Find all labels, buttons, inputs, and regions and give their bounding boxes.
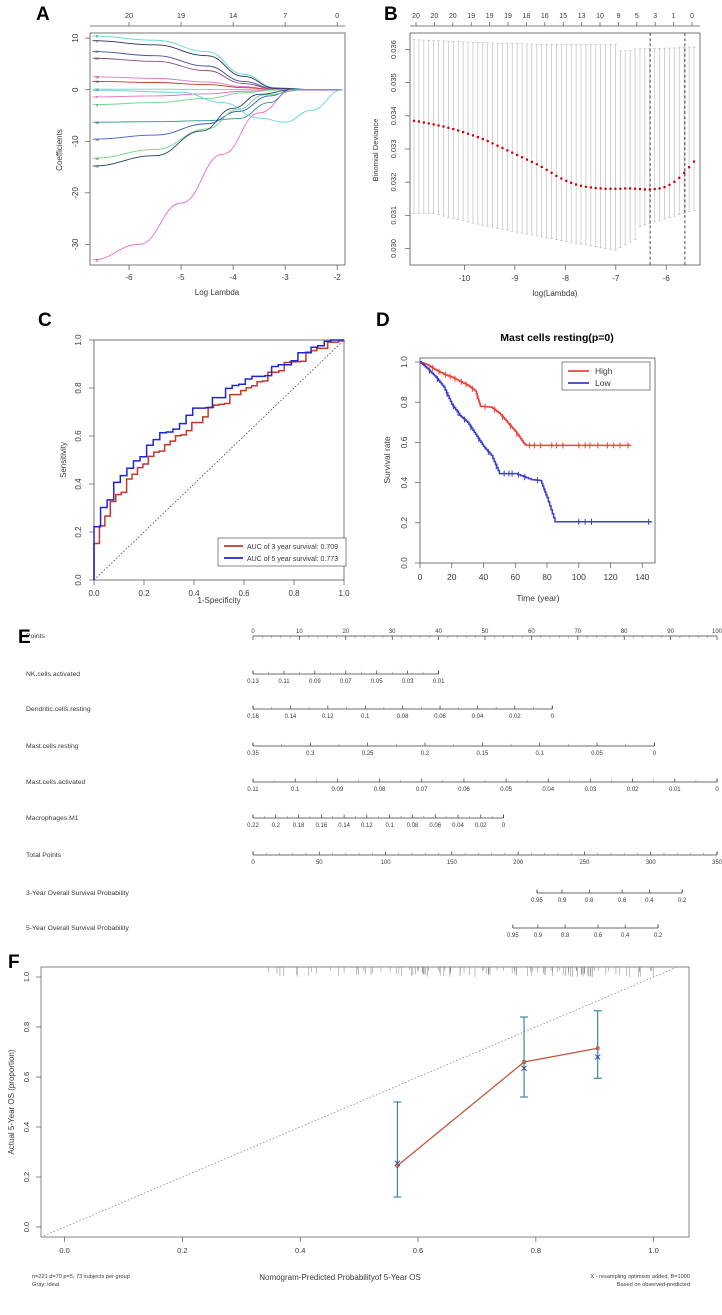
cv-point bbox=[467, 133, 469, 135]
tick-label: -20 bbox=[71, 187, 80, 199]
panel-d-legend-high: High bbox=[595, 366, 613, 376]
nomogram-tick-label: 20 bbox=[342, 629, 350, 635]
tick-label: 19 bbox=[504, 13, 512, 20]
tick-label: 19 bbox=[485, 13, 494, 20]
nomogram-tick-label: 60 bbox=[528, 629, 535, 635]
tick-label: 0.6 bbox=[412, 1246, 424, 1255]
nomogram-tick-label: 10 bbox=[296, 629, 303, 635]
panel-c-xlabel: 1-Specificity bbox=[197, 596, 241, 605]
nomogram-tick-label: 0.07 bbox=[339, 679, 352, 685]
nomogram-tick-label: 0.02 bbox=[626, 787, 639, 793]
curve-label: 19 bbox=[95, 75, 99, 80]
tick-label: 20 bbox=[448, 13, 457, 20]
tick-label: 0.8 bbox=[530, 1246, 542, 1255]
tick-label: 10 bbox=[71, 33, 80, 43]
tick-label: 0.4 bbox=[22, 1121, 31, 1133]
nomogram-tick-label: 350 bbox=[711, 860, 722, 866]
nomogram-tick-label: 200 bbox=[513, 860, 524, 866]
cv-point bbox=[501, 147, 503, 149]
cv-point bbox=[624, 187, 626, 189]
curve-label: 3 bbox=[96, 103, 98, 108]
nomogram-tick-label: 0.35 bbox=[247, 751, 259, 757]
tick-label: 0.0 bbox=[74, 574, 83, 586]
nomogram-tick-label: 0.1 bbox=[535, 751, 544, 757]
tick-label: -10 bbox=[71, 135, 80, 148]
cv-point bbox=[546, 169, 548, 171]
cv-point bbox=[550, 172, 552, 174]
tick-label: 13 bbox=[577, 13, 586, 20]
nomogram-tick-label: 0.05 bbox=[500, 787, 512, 793]
tick-label: 20 bbox=[412, 13, 420, 20]
tick-label: 0.0 bbox=[399, 557, 409, 569]
tick-label: 1.0 bbox=[399, 356, 409, 368]
nomogram-tick-label: 0.08 bbox=[406, 823, 419, 829]
tick-label: 20 bbox=[430, 13, 439, 20]
nomogram-tick-label: 0 bbox=[715, 787, 719, 793]
cv-point bbox=[688, 166, 690, 168]
nomogram-tick-label: 0.13 bbox=[247, 679, 259, 685]
cv-point bbox=[604, 188, 606, 190]
panel-a-label: A bbox=[36, 4, 50, 25]
nomogram-tick-label: 0 bbox=[251, 629, 255, 635]
tick-label: 3 bbox=[653, 13, 658, 20]
cv-point bbox=[541, 166, 543, 168]
panel-a-plot bbox=[0, 0, 362, 300]
nomogram-tick-label: 150 bbox=[446, 860, 457, 866]
cv-point bbox=[516, 154, 518, 156]
cv-point bbox=[560, 177, 562, 179]
nomogram-tick-label: 0.4 bbox=[645, 898, 654, 904]
panel-f-footnote-left-2: Gray: ideal bbox=[32, 1282, 60, 1288]
nomogram-tick-label: 50 bbox=[481, 629, 489, 635]
tick-label: 0.6 bbox=[22, 1071, 31, 1083]
cv-point bbox=[629, 187, 631, 189]
cv-point bbox=[575, 183, 577, 185]
tick-label: 0.2 bbox=[22, 1171, 31, 1183]
curve-label: 17 bbox=[95, 50, 99, 55]
curve-label: 7 bbox=[96, 95, 98, 100]
nomogram-tick-label: 0.09 bbox=[309, 679, 321, 685]
panel-f-plot bbox=[0, 950, 722, 1315]
tick-label: 19 bbox=[176, 11, 186, 20]
panel-b-label: B bbox=[384, 4, 398, 25]
tick-label: 0.0 bbox=[88, 589, 100, 598]
cv-point bbox=[659, 187, 661, 189]
tick-label: 1.0 bbox=[648, 1246, 659, 1255]
panel-c-legend-5yr: AUC of 5 year survival: 0.773 bbox=[247, 556, 339, 563]
nomogram-tick-label: 0.2 bbox=[678, 898, 687, 904]
nomogram-tick-label: 0.06 bbox=[429, 823, 442, 829]
cv-point bbox=[506, 149, 508, 151]
nomogram-tick-label: 0.1 bbox=[361, 714, 370, 720]
panel-a bbox=[0, 0, 362, 300]
nomogram-tick-label: 300 bbox=[645, 860, 656, 866]
panel-a-xlabel: Log Lambda bbox=[194, 288, 240, 297]
panel-f-footnote-right-2: Based on observed-predicted bbox=[616, 1282, 690, 1288]
tick-label: 0.8 bbox=[74, 382, 83, 394]
panel-d bbox=[362, 300, 722, 610]
nomogram-tick-label: 0.14 bbox=[284, 714, 297, 720]
nomogram-tick-label: 0.04 bbox=[471, 714, 484, 720]
nomogram-tick-label: 40 bbox=[435, 629, 442, 635]
tick-label: 0 bbox=[690, 13, 694, 20]
tick-label: 0.6 bbox=[74, 430, 83, 442]
nomogram-tick-label: 0.95 bbox=[506, 933, 519, 939]
tick-label: 15 bbox=[559, 13, 568, 20]
nomogram-tick-label: 0 bbox=[550, 714, 554, 720]
tick-label: 1.0 bbox=[22, 971, 31, 983]
panel-d-title: Mast cells resting(p=0) bbox=[500, 332, 614, 344]
nomogram-tick-label: 0.4 bbox=[621, 933, 630, 939]
nomogram-row-label: Mast.cells.resting bbox=[26, 743, 79, 750]
panel-f bbox=[0, 950, 722, 1315]
cv-point bbox=[668, 184, 670, 186]
cv-point bbox=[482, 138, 484, 140]
nomogram-tick-label: 50 bbox=[315, 860, 323, 866]
tick-label: 60 bbox=[510, 572, 521, 582]
calibration-curve bbox=[397, 1048, 597, 1166]
cv-point bbox=[580, 185, 582, 187]
ideal-line bbox=[44, 967, 677, 1236]
tick-label: -30 bbox=[71, 238, 80, 251]
nomogram-tick-label: 0.8 bbox=[560, 933, 570, 939]
tick-label: -6 bbox=[125, 273, 133, 282]
nomogram-tick-label: 0.01 bbox=[432, 679, 445, 685]
cv-point bbox=[673, 181, 675, 183]
nomogram-tick-label: 0.01 bbox=[668, 787, 681, 793]
cv-point bbox=[531, 161, 533, 163]
curve-label: 20 bbox=[95, 56, 99, 61]
curve-label: 10 bbox=[95, 156, 99, 161]
panel-d-ylabel: Survival rate bbox=[382, 436, 392, 484]
panel-e-nomogram bbox=[0, 610, 722, 950]
tick-label: 1 bbox=[671, 13, 676, 20]
nomogram-tick-label: 0.9 bbox=[557, 898, 567, 904]
nomogram-row-label: Points bbox=[26, 633, 45, 640]
nomogram-tick-label: 0.12 bbox=[361, 823, 373, 829]
cv-point bbox=[437, 124, 439, 126]
nomogram-tick-label: 0.25 bbox=[361, 751, 374, 757]
nomogram-tick-label: 0.12 bbox=[321, 714, 334, 720]
tick-label: 18 bbox=[522, 13, 531, 20]
nomogram-tick-label: 0.04 bbox=[452, 823, 464, 829]
cv-point bbox=[428, 122, 430, 124]
panel-b-plot bbox=[362, 0, 722, 300]
cv-point bbox=[663, 186, 665, 188]
lasso-path bbox=[93, 52, 343, 90]
nomogram-tick-label: 0.08 bbox=[396, 714, 409, 720]
cv-point bbox=[418, 120, 420, 122]
panel-b-ylabel: Binomial Deviance bbox=[371, 118, 380, 182]
cv-point bbox=[654, 188, 656, 190]
curve-label: 13 bbox=[95, 164, 99, 169]
panel-c-label: C bbox=[38, 310, 52, 331]
nomogram-tick-label: 0.8 bbox=[585, 898, 594, 904]
cv-point bbox=[442, 125, 444, 127]
tick-label: 80 bbox=[542, 572, 552, 582]
tick-label: 0.6 bbox=[238, 589, 250, 598]
nomogram-tick-label: 0.2 bbox=[271, 823, 280, 829]
tick-label: 0.031 bbox=[389, 205, 398, 225]
panel-d-legend-low: Low bbox=[595, 378, 611, 388]
nomogram-tick-label: 0.02 bbox=[509, 714, 521, 720]
tick-label: 20 bbox=[124, 11, 134, 20]
panel-f-xlabel: Nomogram-Predicted Probabilityof 5-Year OS bbox=[259, 1273, 421, 1282]
nomogram-tick-label: 0 bbox=[652, 751, 657, 757]
cv-point bbox=[423, 121, 425, 123]
tick-label: 0 bbox=[335, 11, 340, 20]
tick-label: -6 bbox=[662, 274, 670, 283]
nomogram-tick-label: 0.07 bbox=[415, 787, 428, 793]
nomogram-tick-label: 0 bbox=[501, 823, 506, 829]
cv-point bbox=[639, 188, 641, 190]
curve-label: 6 bbox=[96, 39, 98, 44]
nomogram-tick-label: 0.1 bbox=[385, 823, 394, 829]
tick-label: 20 bbox=[447, 572, 457, 582]
nomogram-tick-label: 0 bbox=[251, 860, 255, 866]
tick-label: 0.2 bbox=[74, 526, 83, 538]
curve-label: 18 bbox=[95, 137, 99, 142]
panel-c-legend-3yr: AUC of 3 year survival: 0.709 bbox=[247, 544, 339, 551]
panel-c-legend bbox=[218, 538, 346, 566]
lasso-path bbox=[93, 77, 343, 90]
tick-label: 0.0 bbox=[59, 1246, 70, 1255]
nomogram-row-label: Total Points bbox=[26, 852, 62, 859]
nomogram-row-label: NK.cells.activated bbox=[26, 671, 81, 678]
nomogram-tick-label: 100 bbox=[711, 629, 722, 635]
nomogram-tick-label: 70 bbox=[574, 629, 582, 635]
nomogram-tick-label: 0.05 bbox=[370, 679, 383, 685]
panel-c-ylabel: Sensitivity bbox=[59, 441, 68, 479]
nomogram-tick-label: 0.6 bbox=[617, 898, 627, 904]
cv-point bbox=[590, 186, 592, 188]
tick-label: -9 bbox=[511, 274, 519, 283]
tick-label: -7 bbox=[612, 274, 620, 283]
curve-label: 5 bbox=[96, 34, 98, 39]
tick-label: -10 bbox=[458, 274, 471, 283]
tick-label: 0.035 bbox=[389, 73, 398, 93]
tick-label: -4 bbox=[229, 273, 237, 282]
lasso-path bbox=[93, 87, 343, 166]
cv-point bbox=[678, 177, 680, 179]
nomogram-row-label: 3-Year Overall Survival Probability bbox=[26, 890, 129, 897]
tick-label: 0.036 bbox=[389, 40, 398, 59]
nomogram-tick-label: 0.2 bbox=[653, 933, 663, 939]
nomogram-tick-label: 0.18 bbox=[292, 823, 305, 829]
nomogram-row-label: Dendritic.cells.resting bbox=[26, 706, 91, 713]
tick-label: 5 bbox=[634, 13, 639, 20]
nomogram-tick-label: 0.03 bbox=[584, 787, 597, 793]
tick-label: 0.4 bbox=[294, 1246, 306, 1255]
cv-point bbox=[487, 140, 489, 142]
tick-label: 0 bbox=[71, 87, 80, 92]
lasso-path bbox=[93, 87, 343, 122]
cv-point bbox=[477, 136, 479, 138]
lasso-path bbox=[93, 87, 343, 122]
nomogram-tick-label: 0.2 bbox=[420, 751, 430, 757]
panel-b-xlabel: log(Lambda) bbox=[532, 289, 578, 298]
nomogram-tick-label: 0.1 bbox=[291, 787, 300, 793]
cv-point bbox=[619, 188, 621, 190]
nomogram-tick-label: 0.06 bbox=[458, 787, 470, 793]
cv-point bbox=[609, 188, 611, 190]
tick-label: 0.2 bbox=[399, 516, 409, 529]
nomogram-tick-label: 100 bbox=[380, 860, 391, 866]
cv-point bbox=[555, 175, 557, 177]
nomogram-tick-label: 0.04 bbox=[542, 787, 555, 793]
cv-point bbox=[462, 131, 464, 133]
tick-label: 14 bbox=[228, 11, 238, 20]
nomogram-tick-label: 90 bbox=[667, 629, 674, 635]
nomogram-tick-label: 0.22 bbox=[247, 823, 259, 829]
cv-point bbox=[447, 127, 449, 129]
panel-e bbox=[0, 610, 722, 950]
panel-e-label: E bbox=[18, 627, 31, 648]
tick-label: 0.8 bbox=[288, 589, 300, 598]
cv-point bbox=[452, 128, 454, 130]
cv-point bbox=[585, 186, 587, 188]
lasso-path bbox=[93, 87, 343, 263]
cv-point bbox=[521, 156, 523, 158]
panel-f-label: F bbox=[8, 952, 20, 973]
tick-label: 16 bbox=[540, 13, 549, 20]
cv-point bbox=[595, 187, 597, 189]
tick-label: 40 bbox=[478, 572, 489, 582]
cv-point bbox=[496, 145, 498, 147]
nomogram-tick-label: 0.08 bbox=[373, 787, 386, 793]
nomogram-row-label: Mast.cells.activated bbox=[26, 779, 86, 786]
lasso-path bbox=[93, 87, 343, 159]
panel-c bbox=[0, 300, 362, 610]
cv-point bbox=[413, 120, 415, 122]
curve-label: 16 bbox=[95, 120, 99, 125]
curve-label: 15 bbox=[95, 80, 99, 85]
cv-point bbox=[693, 160, 695, 162]
tick-label: -2 bbox=[333, 273, 341, 282]
nomogram-tick-label: 0.3 bbox=[306, 751, 315, 757]
cv-point bbox=[614, 188, 616, 190]
nomogram-tick-label: 0.9 bbox=[533, 933, 543, 939]
panel-d-plot bbox=[362, 300, 722, 610]
tick-label: 10 bbox=[596, 13, 604, 20]
cv-point bbox=[634, 188, 636, 190]
panel-f-footnote-left-1: n=221 d=70 p=5, 73 subjects per group bbox=[32, 1274, 130, 1280]
tick-label: 0.2 bbox=[177, 1246, 188, 1255]
tick-label: 0 bbox=[417, 572, 423, 582]
nomogram-tick-label: 0.09 bbox=[331, 787, 344, 793]
tick-label: 0.8 bbox=[399, 396, 409, 409]
nomogram-tick-label: 0.11 bbox=[278, 679, 290, 685]
cv-point bbox=[472, 134, 474, 136]
nomogram-tick-label: 0.02 bbox=[474, 823, 487, 829]
panel-d-xlabel: Time (year) bbox=[516, 593, 560, 603]
nomogram-tick-label: 0.16 bbox=[315, 823, 328, 829]
tick-label: 0.4 bbox=[74, 478, 83, 490]
cv-point bbox=[536, 163, 538, 165]
tick-label: 0.033 bbox=[389, 139, 398, 159]
nomogram-tick-label: 30 bbox=[388, 629, 396, 635]
cv-point bbox=[526, 159, 528, 161]
cv-point bbox=[644, 188, 646, 190]
panel-d-label: D bbox=[376, 310, 390, 331]
tick-label: -3 bbox=[281, 273, 289, 282]
lasso-path bbox=[93, 36, 343, 90]
tick-label: 0.4 bbox=[399, 476, 409, 489]
tick-label: 0.0 bbox=[22, 1221, 31, 1233]
tick-label: 0.034 bbox=[389, 106, 398, 126]
panel-b bbox=[362, 0, 722, 300]
nomogram-tick-label: 80 bbox=[620, 629, 628, 635]
nomogram-row-label: Macrophages.M1 bbox=[26, 815, 79, 822]
tick-label: 19 bbox=[467, 13, 476, 20]
tick-label: 0.6 bbox=[399, 436, 409, 449]
tick-label: 1.0 bbox=[74, 334, 83, 346]
nomogram-tick-label: 0.14 bbox=[338, 823, 350, 829]
tick-label: -8 bbox=[561, 274, 569, 283]
cv-point bbox=[433, 123, 435, 125]
tick-label: 0.8 bbox=[22, 1021, 31, 1033]
cv-point bbox=[457, 129, 459, 131]
panel-f-footnote-right-1: X - resampling optimism added, B=1000 bbox=[590, 1274, 690, 1280]
cv-point bbox=[511, 152, 513, 154]
nomogram-tick-label: 0.16 bbox=[247, 714, 259, 720]
panel-d-legend bbox=[562, 362, 650, 390]
curve-label: 12 bbox=[95, 87, 99, 92]
tick-label: 120 bbox=[603, 572, 618, 582]
tick-label: 1.0 bbox=[338, 589, 350, 598]
nomogram-tick-label: 0.06 bbox=[434, 714, 446, 720]
tick-label: 100 bbox=[571, 572, 586, 582]
nomogram-tick-label: 0.03 bbox=[401, 679, 414, 685]
tick-label: 0.4 bbox=[188, 589, 200, 598]
tick-label: 9 bbox=[616, 13, 621, 20]
tick-label: 0.2 bbox=[138, 589, 150, 598]
curve-label: 11 bbox=[95, 258, 99, 263]
nomogram-row-label: 5-Year Overall Survival Probability bbox=[26, 925, 129, 932]
nomogram-tick-label: 0.95 bbox=[531, 898, 543, 904]
tick-label: 0.032 bbox=[389, 172, 398, 192]
nomogram-tick-label: 0.05 bbox=[591, 751, 603, 757]
nomogram-tick-label: 250 bbox=[579, 860, 590, 866]
cv-point bbox=[570, 182, 572, 184]
nomogram-tick-label: 0.15 bbox=[476, 751, 489, 757]
panel-a-ylabel: Coefficients bbox=[55, 129, 64, 171]
cv-point bbox=[491, 142, 493, 144]
tick-label: 140 bbox=[635, 572, 650, 582]
tick-label: 0.030 bbox=[389, 239, 398, 258]
tick-label: -5 bbox=[177, 273, 185, 282]
nomogram-tick-label: 0.6 bbox=[593, 933, 603, 939]
cv-point bbox=[565, 180, 567, 182]
tick-label: 7 bbox=[283, 11, 288, 20]
panel-f-ylabel: Actual 5-Year OS (proportion) bbox=[7, 1049, 16, 1155]
nomogram-tick-label: 0.11 bbox=[247, 787, 259, 793]
panel-c-plot bbox=[0, 300, 362, 610]
cv-point bbox=[600, 187, 602, 189]
